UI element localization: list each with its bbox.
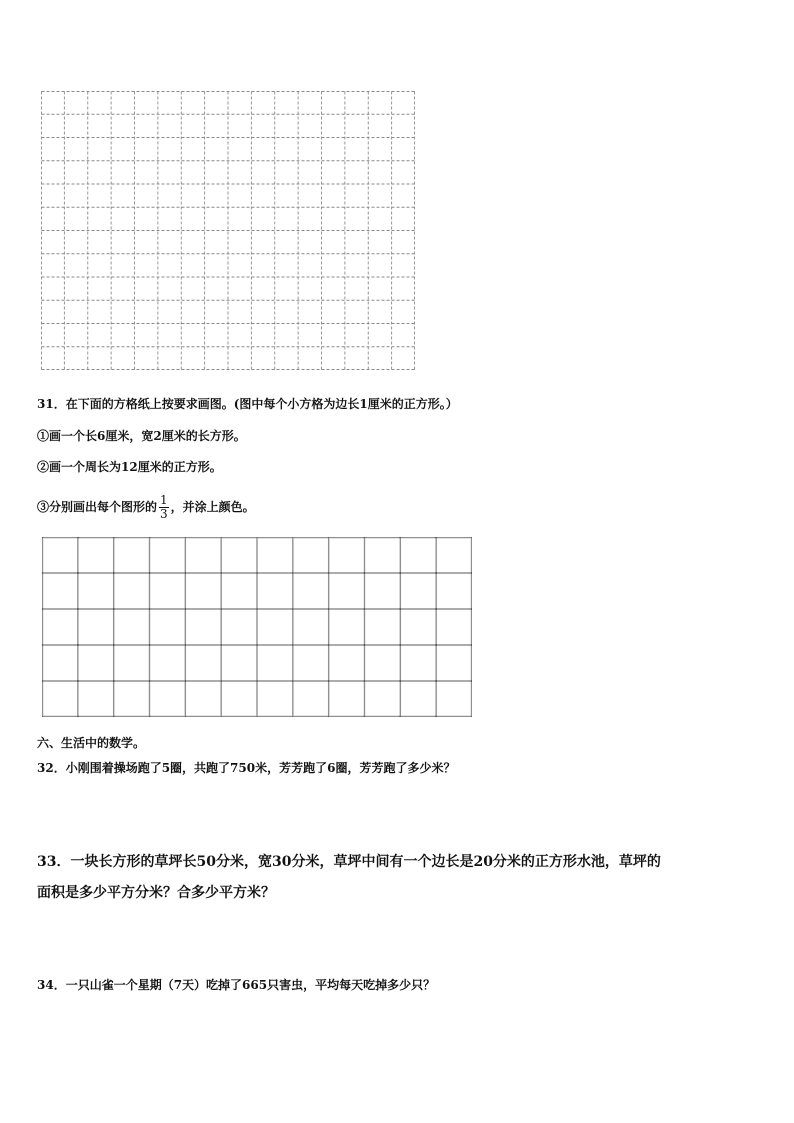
fraction-numerator: 1 (160, 493, 168, 507)
drawing-grid-top[interactable] (41, 91, 415, 370)
question-31-text: 在下面的方格纸上按要求画图。(图中每个小方格为边长1厘米的正方形。） (65, 397, 458, 411)
question-33-number: 33． (37, 854, 71, 870)
question-31-item-3 (37, 494, 255, 521)
question-31-number: 31． (37, 397, 66, 411)
drawing-grid-question-31[interactable] (42, 537, 472, 717)
question-33-line-1 (37, 853, 661, 871)
question-34 (37, 977, 435, 993)
question-32 (37, 760, 455, 776)
fraction-one-third (159, 494, 169, 521)
question-33-text-1: 一块长方形的草坪长50分米，宽30分米，草坪中间有一个边长是20分米的正方形水池，草坪的 (70, 854, 661, 870)
question-31-item-1: ①画一个长6厘米，宽2厘米的长方形。 (37, 429, 246, 443)
question-31-item-3-tail: ，并涂上颜色。 (170, 500, 255, 514)
question-32-text: 小刚围着操场跑了5圈，共跑了750米，芳芳跑了6圈，芳芳跑了多少米？ (65, 761, 456, 775)
question-31-prompt (37, 396, 458, 412)
question-33-line-2: 面积是多少平方分米？合多少平方米？ (37, 885, 275, 901)
section-6-title: 六、生活中的数学。 (37, 736, 146, 750)
question-31-item-3-text: ③分别画出每个图形的 (37, 500, 158, 514)
question-34-text: 一只山雀一个星期（7天）吃掉了665只害虫，平均每天吃掉多少只？ (65, 978, 436, 992)
question-32-number: 32． (37, 761, 66, 775)
question-34-number: 34． (37, 978, 66, 992)
question-31-item-2: ②画一个周长为12厘米的正方形。 (37, 460, 222, 474)
fraction-denominator: 3 (160, 507, 168, 521)
